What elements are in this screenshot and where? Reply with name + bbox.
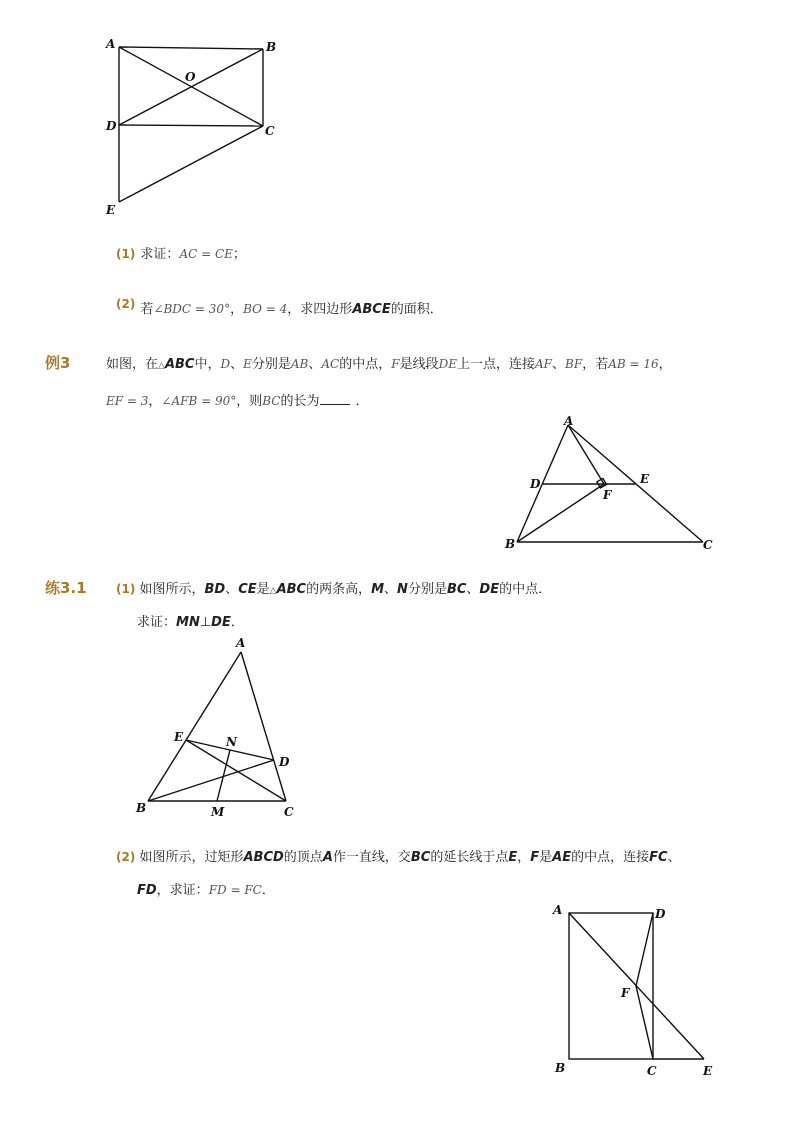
practice-3-1-q2-line-2: FD，求证：FD = FC．: [137, 883, 275, 898]
label-f: F: [603, 488, 612, 502]
example-3-line-1: 如图，在△ABC中，D、E分别是AB、AC的中点，F是线段DE上一点，连接AF、BF，若AB = 16，: [106, 357, 672, 372]
label-e: E: [106, 203, 116, 217]
figure-triangle-abc-altitudes: [130, 630, 310, 825]
label-b: B: [555, 1061, 566, 1075]
segment-ab: [119, 47, 263, 49]
answer-blank[interactable]: [320, 393, 350, 405]
question-1-1: (1) 求证：AC = CE；: [116, 247, 246, 262]
label-e: E: [174, 730, 184, 744]
figure-rectangle-abcd-with-e: [95, 35, 295, 225]
figure-rectangle-abcd-extended: [545, 900, 725, 1085]
segment-dc: [119, 125, 263, 126]
label-b: B: [266, 40, 277, 54]
label-m: M: [211, 805, 225, 819]
label-a: A: [564, 414, 574, 428]
label-e: E: [640, 472, 650, 486]
label-a: A: [553, 903, 563, 917]
label-a: A: [106, 37, 116, 51]
label-a: A: [236, 636, 246, 650]
label-d: D: [655, 907, 666, 921]
practice-3-1-q2-line-1: (2) 如图所示，过矩形ABCD的顶点A作一直线，交BC的延长线于点E，F是AE的中点，连接FC、: [116, 850, 681, 865]
label-e: E: [703, 1064, 713, 1078]
label-o: O: [185, 70, 196, 84]
segment-ce: [119, 126, 263, 202]
label-d: D: [106, 119, 117, 133]
label-d: D: [530, 477, 541, 491]
label-c: C: [284, 805, 294, 819]
label-c: C: [265, 124, 275, 138]
label-f: F: [621, 986, 630, 1000]
practice-3-1-q1-line-1: (1) 如图所示，BD、CE是△ABC的两条高，M、N分别是BC、DE的中点．: [116, 582, 552, 597]
label-c: C: [703, 538, 713, 552]
figure-triangle-abc-midline: [500, 410, 725, 555]
right-angle-mark: [597, 478, 607, 488]
label-b: B: [136, 801, 147, 815]
example-3-tag: 例3: [45, 354, 71, 372]
question-number: (1): [116, 247, 136, 261]
label-n: N: [226, 735, 237, 749]
example-3-line-2: EF = 3，∠AFB = 90°，则BC的长为 ．: [106, 394, 369, 409]
label-c: C: [647, 1064, 657, 1078]
label-b: B: [505, 537, 516, 551]
label-d: D: [279, 755, 290, 769]
question-1-2: $^{(2)}$ 若∠BDC = 30°，BO = 4，求四边形ABCE的面积．: [116, 297, 443, 317]
practice-3-1-tag: 练3.1: [45, 579, 87, 597]
practice-3-1-q1-line-2: 求证：MN⊥DE．: [137, 615, 244, 630]
question-number: (2): [116, 297, 136, 311]
